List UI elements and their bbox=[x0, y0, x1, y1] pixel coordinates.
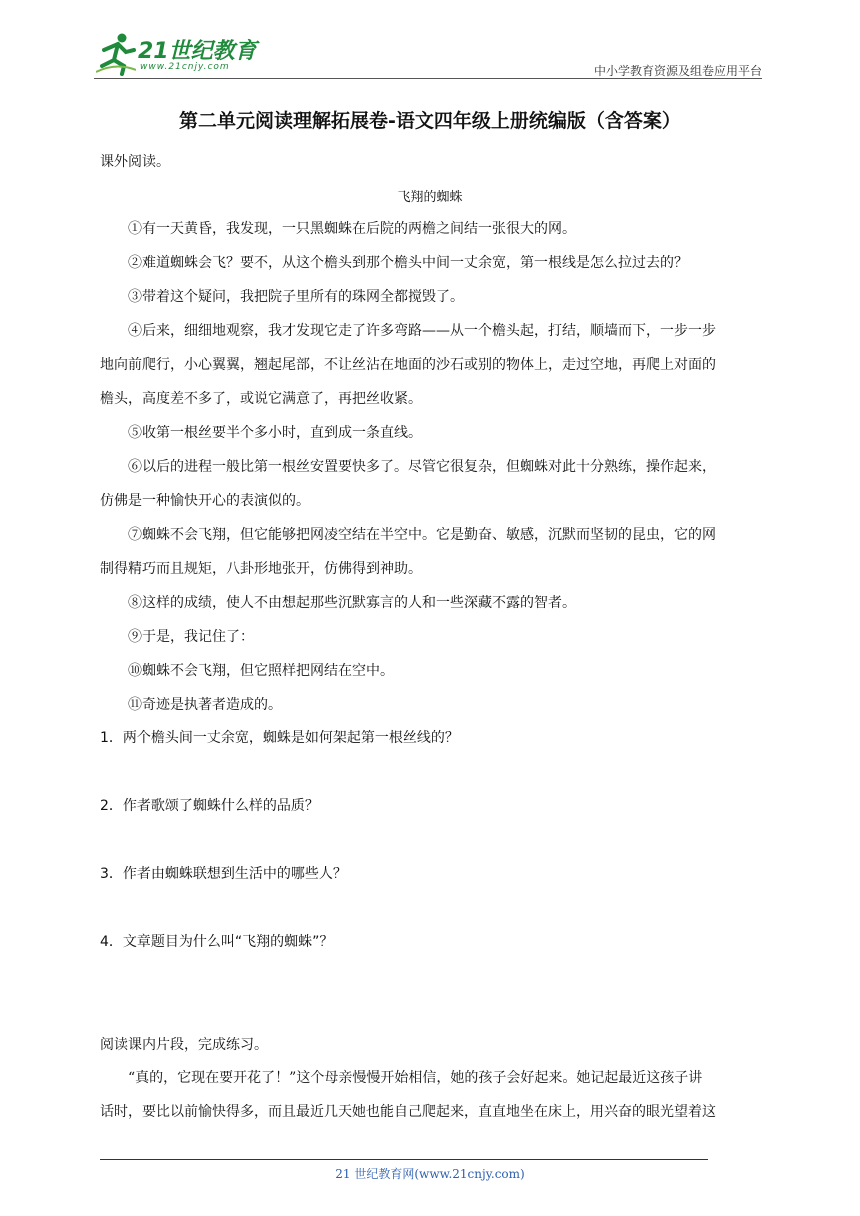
passage-line: “真的，它现在要开花了！”这个母亲慢慢开始相信，她的孩子会好起来。她记起最近这孩子讲 bbox=[128, 1070, 703, 1086]
platform-name: 中小学教育资源及组卷应用平台 bbox=[593, 64, 762, 78]
passage-line: 制得精巧而且规矩，八卦形地张开，仿佛得到神助。 bbox=[100, 561, 422, 577]
header-divider bbox=[94, 78, 762, 79]
section-intro: 阅读课内片段，完成练习。 bbox=[100, 1037, 268, 1053]
page-header bbox=[92, 28, 762, 80]
passage-line: ⑪奇迹是执著者造成的。 bbox=[128, 697, 282, 713]
passage-line: ③带着这个疑问，我把院子里所有的珠网全都搅毁了。 bbox=[128, 289, 464, 305]
passage-line: ⑥以后的进程一般比第一根丝安置要快多了。尽管它很复杂，但蜘蛛对此十分熟练，操作起来， bbox=[128, 459, 716, 475]
passage-line: ④后来，细细地观察，我才发现它走了许多弯路——从一个檐头起，打结，顺墙而下，一步一步 bbox=[128, 323, 716, 339]
passage-line: ⑩蜘蛛不会飞翔，但它照样把网结在空中。 bbox=[128, 663, 394, 679]
passage-line: ⑨于是，我记住了： bbox=[128, 629, 254, 645]
page-title: 第二单元阅读理解拓展卷-语文四年级上册统编版（含答案） bbox=[179, 110, 681, 132]
passage-line: ⑤收第一根丝要半个多小时，直到成一条直线。 bbox=[128, 425, 422, 441]
passage-title: 飞翔的蜘蛛 bbox=[397, 190, 463, 205]
logo-text: 21世纪教育 bbox=[138, 39, 257, 64]
passage-line: ⑦蜘蛛不会飞翔，但它能够把网凌空结在半空中。它是勤奋、敏感，沉默而坚韧的昆虫，它的网 bbox=[128, 527, 716, 543]
question-3: 3．作者由蜘蛛联想到生活中的哪些人？ bbox=[100, 866, 347, 882]
passage-line: 仿佛是一种愉快开心的表演似的。 bbox=[100, 493, 310, 509]
logo bbox=[92, 32, 262, 76]
runner-logo-icon bbox=[96, 32, 136, 76]
passage-line: ②难道蜘蛛会飞？要不，从这个檐头到那个檐头中间一丈余宽，第一根线是怎么拉过去的？ bbox=[128, 255, 688, 271]
question-2: 2．作者歌颂了蜘蛛什么样的品质？ bbox=[100, 798, 319, 814]
passage-line: ⑧这样的成绩，使人不由想起那些沉默寡言的人和一些深藏不露的智者。 bbox=[128, 595, 576, 611]
logo-url: www.21cnjy.com bbox=[140, 62, 230, 72]
question-4: 4．文章题目为什么叫“飞翔的蜘蛛”？ bbox=[100, 934, 334, 950]
footer-divider bbox=[100, 1159, 708, 1160]
footer-text: 21 世纪教育网(www.21cnjy.com) bbox=[335, 1167, 525, 1181]
passage-line: ①有一天黄昏，我发现，一只黑蜘蛛在后院的两檐之间结一张很大的网。 bbox=[128, 221, 576, 237]
passage-line: 话时，要比以前愉快得多，而且最近几天她也能自己爬起来，直直地坐在床上，用兴奋的眼光望着这 bbox=[100, 1104, 716, 1120]
passage-line: 地向前爬行，小心翼翼，翘起尾部，不让丝沾在地面的沙石或别的物体上，走过空地，再爬上对面的 bbox=[100, 357, 716, 373]
question-1: 1．两个檐头间一丈余宽，蜘蛛是如何架起第一根丝线的？ bbox=[100, 730, 459, 746]
section-intro: 课外阅读。 bbox=[100, 154, 170, 170]
passage-line: 檐头，高度差不多了，或说它满意了，再把丝收紧。 bbox=[100, 391, 422, 407]
